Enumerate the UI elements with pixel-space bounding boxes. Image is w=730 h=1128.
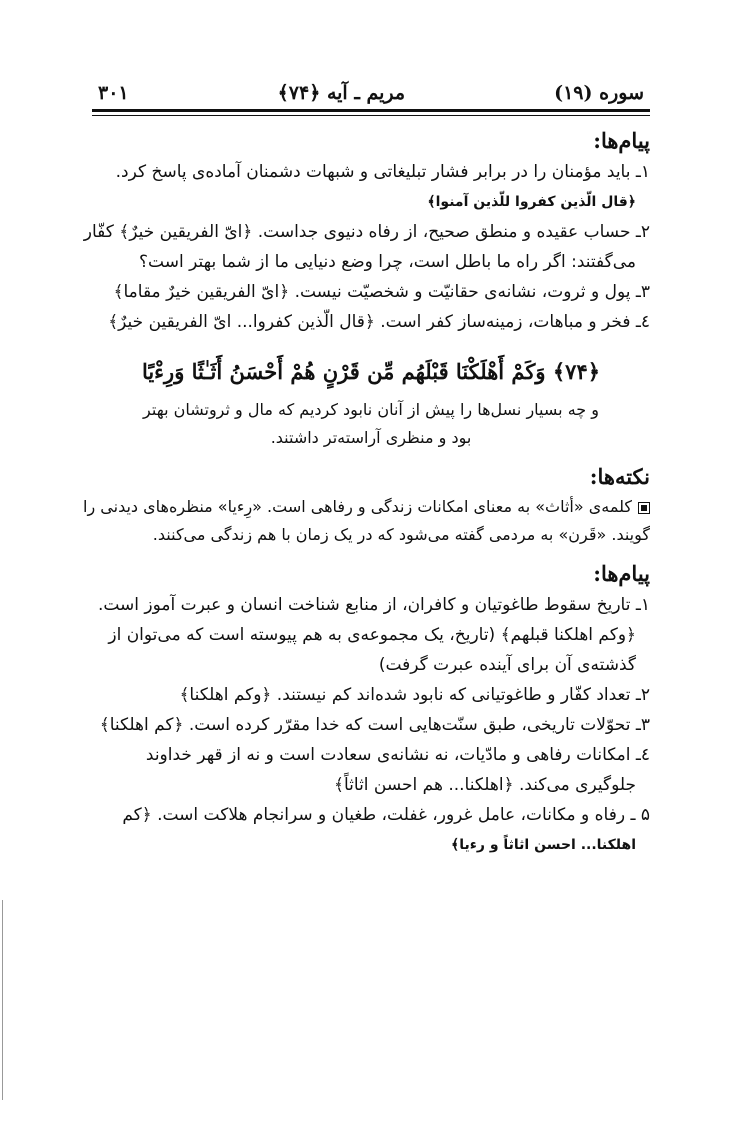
page-number: ۳۰۱ (98, 82, 129, 104)
message-line: ﴿وکم اهلکنا قبلهم﴾ (تاریخ، یک مجموعه‌ی به هم پیوسته است که می‌توان از (108, 625, 636, 645)
note-line: گویند. «قَرن» به مردمی گفته می‌شود که در یک زمان با هم زندگی می‌کنند. (152, 525, 650, 544)
note-text: کلمه‌ی «أثاث» به معنای امکانات زندگی و رفاهی است. «رِءیا» منظره‌های دیدنی را (83, 497, 632, 516)
verse-translation-line: بود و منظری آراسته‌تر داشتند. (270, 428, 472, 447)
message-line: ٤ـ فخر و مباهات، زمینه‌ساز کفر است. ﴿قال الّذین کفروا... ایّ الفریقین خیرٌ﴾ (108, 312, 650, 332)
message-quote: اهلکنا... احسن اثاثاً و رءیا﴾ (451, 837, 636, 853)
message-line: ۱ـ تاریخ سقوط طاغوتیان و کافران، از منابع شناخت انسان و عبرت آموز است. (97, 595, 650, 615)
message-line: ۵ ـ رفاه و مکانات، عامل غرور، غفلت، طغیان و سرانجام هلاکت است. ﴿کم (122, 805, 650, 825)
book-page (83, 82, 650, 860)
message-line: ۲ـ حساب عقیده و منطق صحیح، از رفاه دنیوی جداست. ﴿ایّ الفریقین خیرٌ﴾ کفّار (83, 222, 650, 242)
notes-title: نکته‌ها: (589, 464, 650, 489)
message-line: ۱ـ باید مؤمنان را در برابر فشار تبلیغاتی و شبهات دشمنان آماده‌ی پاسخ کرد. (115, 162, 650, 182)
quran-verse: ﴿۷۴﴾ وَکَمْ أَهْلَکْنَا قَبْلَهُم مِّن قَرْنٍ هُمْ أَحْسَنُ أَثَـٰثًا وَرِءْیًا (141, 359, 601, 384)
message-line: ۳ـ پول و ثروت، نشانه‌ی حقانیّت و شخصیّت نیست. ﴿ایّ الفریقین خیرٌ مقاما﴾ (113, 282, 650, 302)
note-line (83, 493, 650, 521)
square-bullet-icon (638, 502, 650, 514)
message-line: ۲ـ تعداد کفّار و طاغوتیانی که نابود شده‌اند کم نیستند. ﴿وکم اهلکنا﴾ (179, 685, 650, 705)
message-line: جلوگیری می‌کند. ﴿اهلکنا... هم احسن اثاثاً﴾ (334, 775, 636, 795)
messages-title-2: پیام‌ها: (593, 561, 650, 586)
surah-label: سوره (۱۹) (554, 82, 644, 104)
message-line: می‌گفتند: اگر راه ما باطل است، چرا وضع دنیایی ما از شما بهتر است؟ (139, 252, 636, 272)
message-line: ۳ـ تحوّلات تاریخی، طبق سنّت‌هایی است که خدا مقرّر کرده است. ﴿کم اهلکنا﴾ (99, 715, 650, 735)
header-rule (92, 109, 650, 112)
message-quote: ﴿قال الّذین کفروا للّذین آمنوا﴾ (427, 194, 636, 210)
page-title: مریم ـ آیه ﴿۷۴﴾ (277, 82, 406, 104)
messages-title-1: پیام‌ها: (593, 128, 650, 153)
scan-margin-line (2, 900, 3, 1100)
header-rule-thin (92, 115, 650, 116)
verse-translation-line: و چه بسیار نسل‌ها را پیش از آنان نابود کردیم که مال و ثروتشان بهتر (143, 400, 599, 419)
message-line: گذشته‌ی آن برای آینده عبرت گرفت) (378, 655, 636, 675)
page-header (92, 82, 650, 107)
message-line: ٤ـ امکانات رفاهی و مادّیات، نه نشانه‌ی سعادت است و نه از قهر خداوند (145, 745, 650, 765)
